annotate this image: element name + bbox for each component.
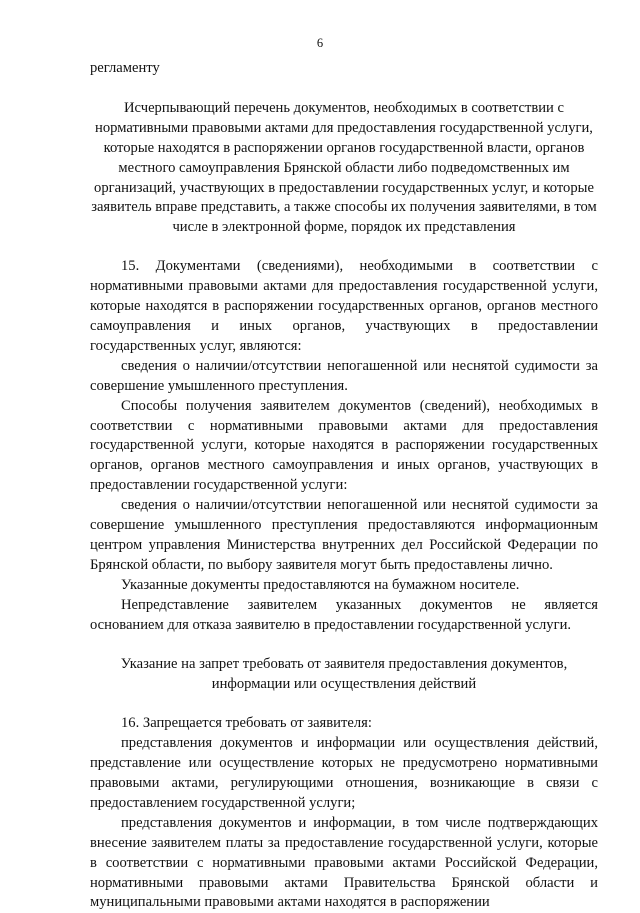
paragraph: 15. Документами (сведениями), необходимыми в соответствии с нормативными правовыми актами для предоставления государственной услуги, которые находятся в распоряжении государственных органов, органов местного самоуправления и иных органов, участвующих в предоставлении государственных услуг, являются: (90, 258, 598, 354)
paragraph: представления документов и информации, в том числе подтверждающих внесение заявителем платы за предоставление государственной услуги, которые в соответствии с нормативными правовыми актами Российской Федерации, нормативными правовыми актами Правительства Брянской области и муниципальными правовыми актами находятся в распоряжении (90, 814, 598, 911)
section-1-body (90, 257, 598, 635)
page-number: 6 (316, 36, 324, 50)
section-1-title: Исчерпывающий перечень документов, необходимых в соответствии с нормативными правовыми актами для предоставления государственной услуги, которые находятся в распоряжении органов государственной власти, органов местного самоуправления Брянской области либо подведомственных им организаций, участвующих в предоставлении государственных услуг, и которые заявитель вправе представить, а также способы их получения заявителями, в том числе в электронной форме, порядок их представления (91, 99, 597, 236)
paragraph: Непредставление заявителем указанных документов не является основанием для отказа заявителю в предоставлении государственной услуги. (90, 596, 598, 633)
page-content (90, 59, 598, 913)
paragraph: Способы получения заявителем документов (сведений), необходимых в соответствии с нормативными правовыми актами для предоставления государственной услуги, которые находятся в распоряжении государственных органов, органов местного самоуправления и иных органов, участвующих в предоставлении государственной услуги: (90, 397, 598, 494)
paragraph: сведения о наличии/отсутствии непогашенной или неснятой судимости за совершение умышленного преступления предоставляются информационным центром управления Министерства внутренних дел Российской Федерации по Брянской области, по выбору заявителя могут быть предоставлены лично. (90, 497, 598, 573)
section-2-body (90, 714, 598, 913)
lead-line: регламенту (90, 60, 160, 76)
section-2-title: Указание на запрет требовать от заявителя предоставления документов, информации или осуществления действий (120, 656, 568, 693)
paragraph: представления документов и информации или осуществления действий, представление или осуществление которых не предусмотрено нормативными правовыми актами, регулирующими отношения, возникающие в связи с предоставлением государственной услуги; (90, 735, 598, 811)
paragraph: сведения о наличии/отсутствии непогашенной или неснятой судимости за совершение умышленного преступления. (90, 357, 598, 394)
paragraph: Указанные документы предоставляются на бумажном носителе. (121, 576, 520, 593)
paragraph: 16. Запрещается требовать от заявителя: (121, 715, 372, 732)
